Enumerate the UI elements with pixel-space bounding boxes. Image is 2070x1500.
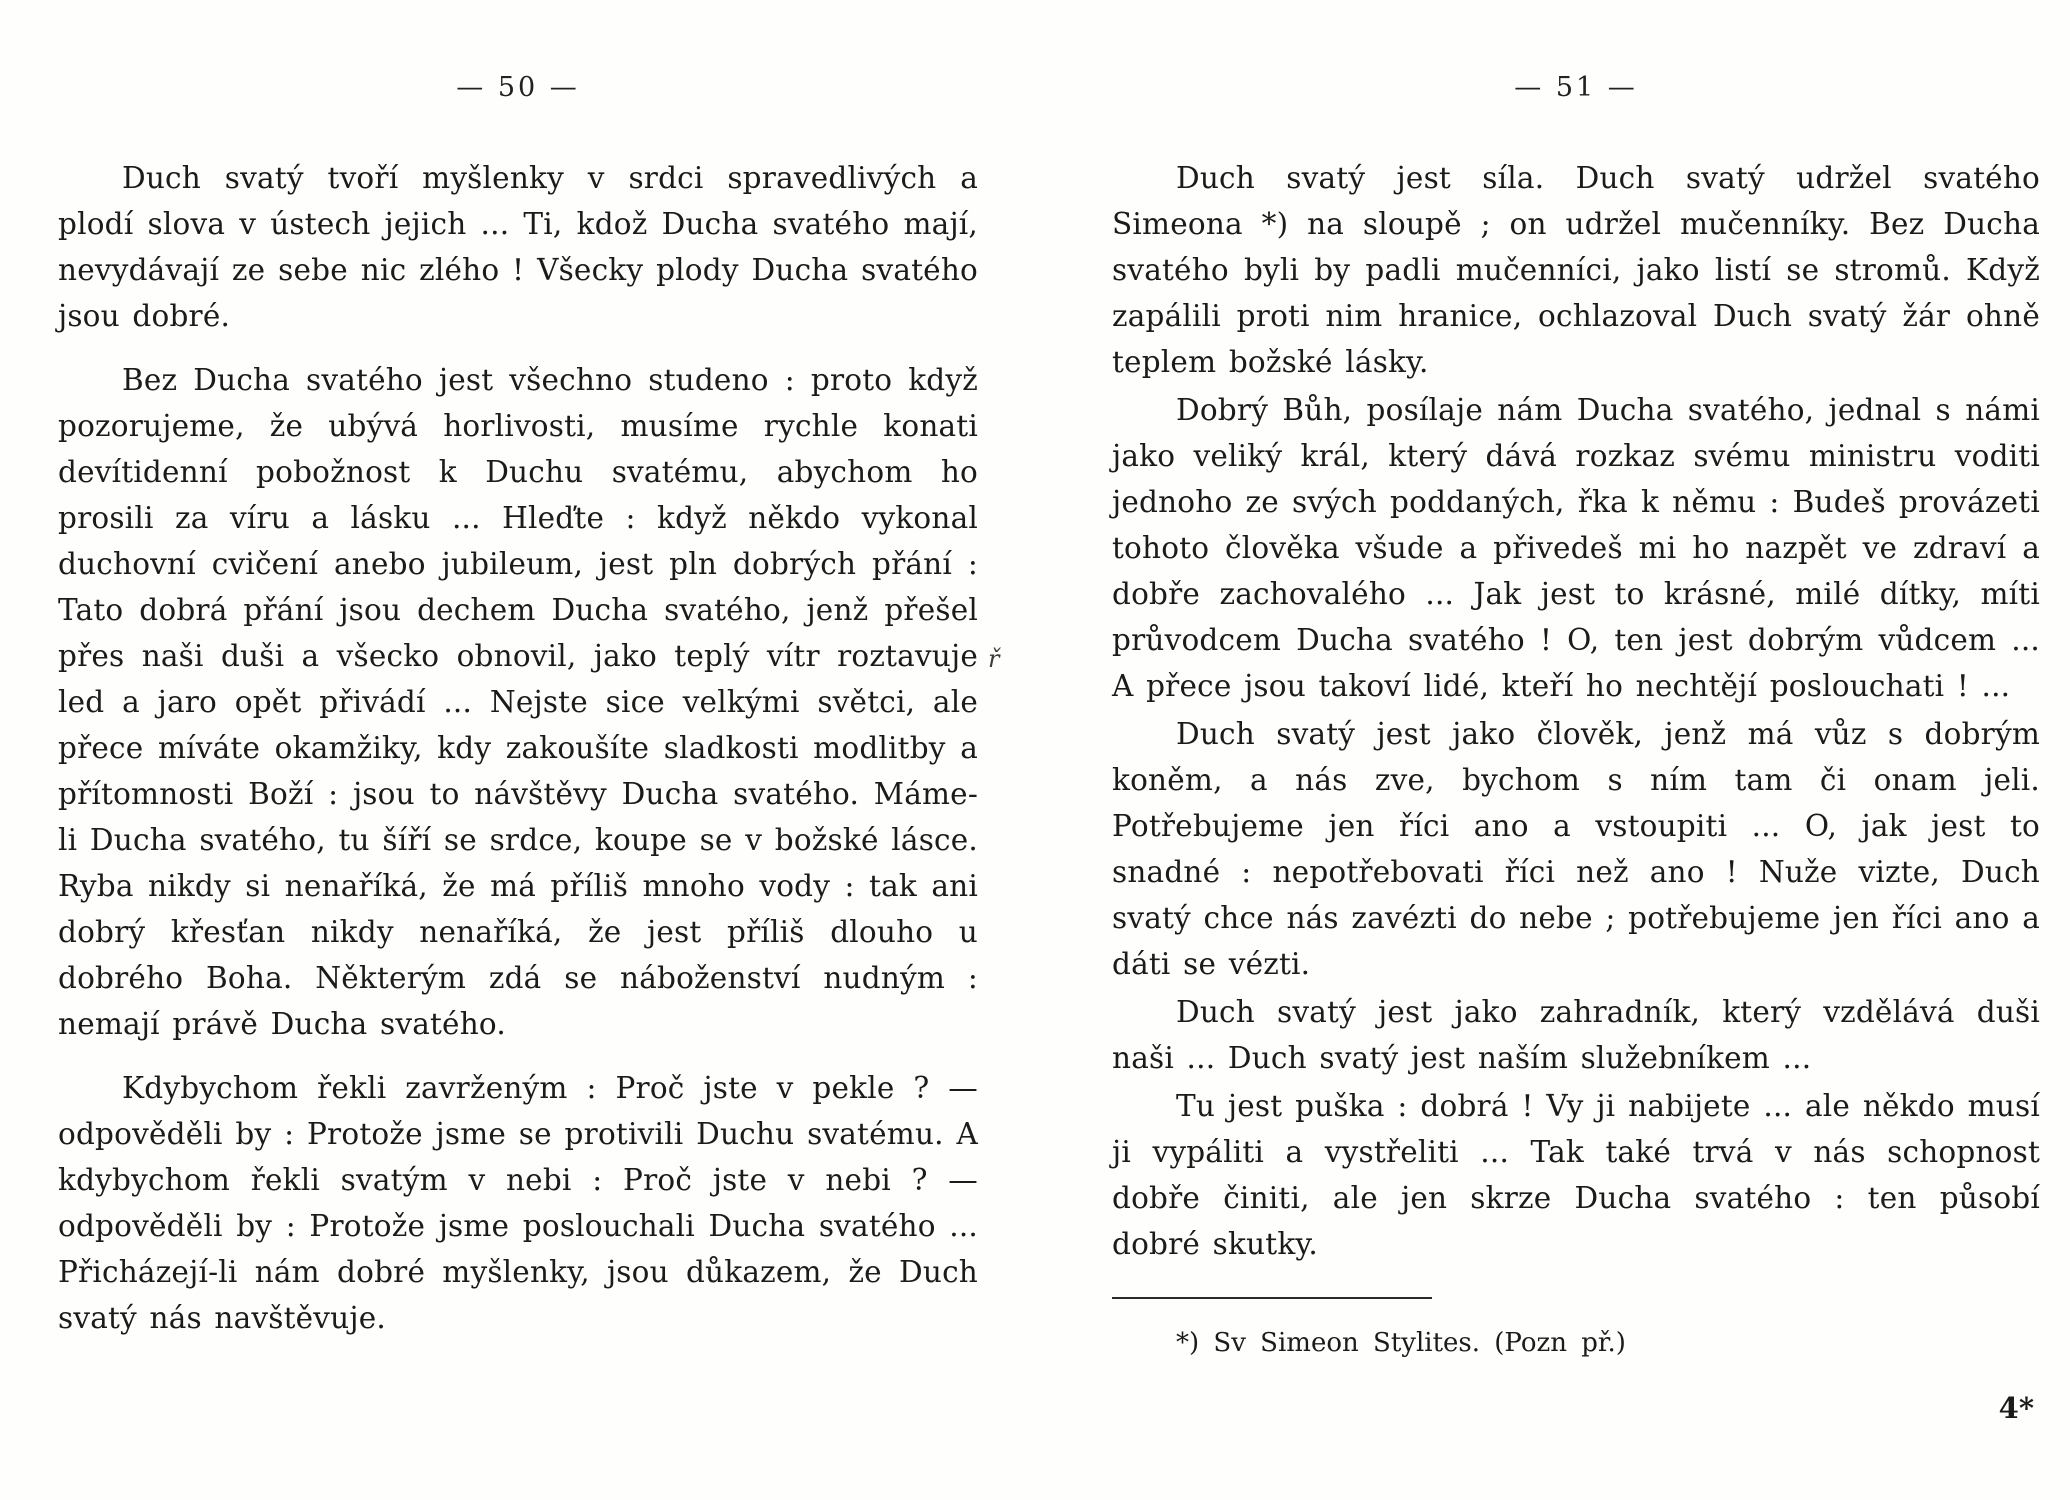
footnote-rule bbox=[1112, 1297, 1432, 1299]
paragraph: Tu jest puška : dobrá ! Vy ji nabijete ... ale někdo musí ji vypáliti a vystřeliti ... Tak také trvá v nás schopnost dobře činiti, ale jen skrze Ducha svatého : ten působí dobré skutky. bbox=[1112, 1089, 2040, 1261]
page-number-right: — 51 — bbox=[1514, 72, 1638, 103]
right-page bbox=[1112, 72, 2040, 1425]
footnote: *) Sv Simeon Stylites. (Pozn př.) bbox=[1176, 1328, 1626, 1358]
paragraph: Duch svatý jest síla. Duch svatý udržel svatého Simeona *) na sloupě ; on udržel mučenníky. Bez Ducha svatého byli by padli mučenníci, jako listí se stromů. Když zapálili proti nim hranice, ochlazoval Duch svatý žár ohně teplem božské lásky. bbox=[1112, 161, 2040, 379]
signature-mark: 4* bbox=[1998, 1391, 2034, 1425]
footnote-block bbox=[1112, 1297, 2040, 1361]
paragraph: Duch svatý tvoří myšlenky v srdci spravedlivých a plodí slova v ústech jejich ... Ti, kdož Ducha svatého mají, nevydávají ze sebe nic zlého ! Všecky plody Ducha svatého jsou dobré. bbox=[58, 161, 978, 333]
paragraph: Dobrý Bůh, posílaje nám Ducha svatého, jednal s námi jako veliký král, který dává rozkaz svému ministru voditi jednoho ze svých poddaných, řka k němu : Budeš provázeti tohoto člověka všude a přivedeš mi ho nazpět ve zdraví a dobře zachovalého ... Jak jest to krásné, milé dítky, míti průvodcem Ducha svatého ! O, ten jest dobrým vůdcem ... A přece jsou takoví lidé, kteří ho nechtějí poslouchati ! ... bbox=[1112, 393, 2040, 703]
paragraph: Duch svatý jest jako člověk, jenž má vůz s dobrým koněm, a nás zve, bychom s ním tam či onam jeli. Potřebujeme jen říci ano a vstoupiti ... O, jak jest to snadné : nepotřebovati říci než ano ! Nuže vizte, Duch svatý chce nás zavézti do nebe ; potřebujeme jen říci ano a dáti se vézti. bbox=[1112, 717, 2040, 981]
paragraph: Bez Ducha svatého jest všechno studeno : proto když pozorujeme, že ubývá horlivosti, musíme rychle konati devítidenní pobožnost k Duchu svatému, abychom ho prosili za víru a lásku ... Hleďte : když někdo vykonal duchovní cvičení anebo jubileum, jest pln dobrých přání : Tato dobrá přání jsou dechem Ducha svatého, jenž přešel přes naši duši a všecko obnovil, jako teplý vítr roztavuje led a jaro opět přivádí ... Nejste sice velkými světci, ale přece míváte okamžiky, kdy zakoušíte sladkosti modlitby a přítomnosti Boží : jsou to návštěvy Ducha svatého. Máme-li Ducha svatého, tu šíří se srdce, koupe se v božské lásce. Ryba nikdy si nenaříká, že má příliš mnoho vody : tak ani dobrý křesťan nikdy nenaříká, že jest příliš dlouho u dobrého Boha. Některým zdá se náboženství nudným : nemají právě Ducha svatého. bbox=[58, 363, 978, 1041]
page-number-left: — 50 — bbox=[456, 72, 580, 103]
left-page bbox=[58, 72, 978, 1359]
paragraph: Duch svatý jest jako zahradník, který vzdělává duši naši ... Duch svatý jest naším služebníkem ... bbox=[1112, 995, 2040, 1075]
print-artifact: ř bbox=[988, 645, 1000, 673]
paragraph: Kdybychom řekli zavrženým : Proč jste v pekle ? — odpověděli by : Protože jsme se protivili Duchu svatému. A kdybychom řekli svatým v nebi : Proč jste v nebi ? — odpověděli by : Protože jsme poslouchali Ducha svatého ... Přicházejí-li nám dobré myšlenky, jsou důkazem, že Duch svatý nás navštěvuje. bbox=[58, 1071, 978, 1335]
